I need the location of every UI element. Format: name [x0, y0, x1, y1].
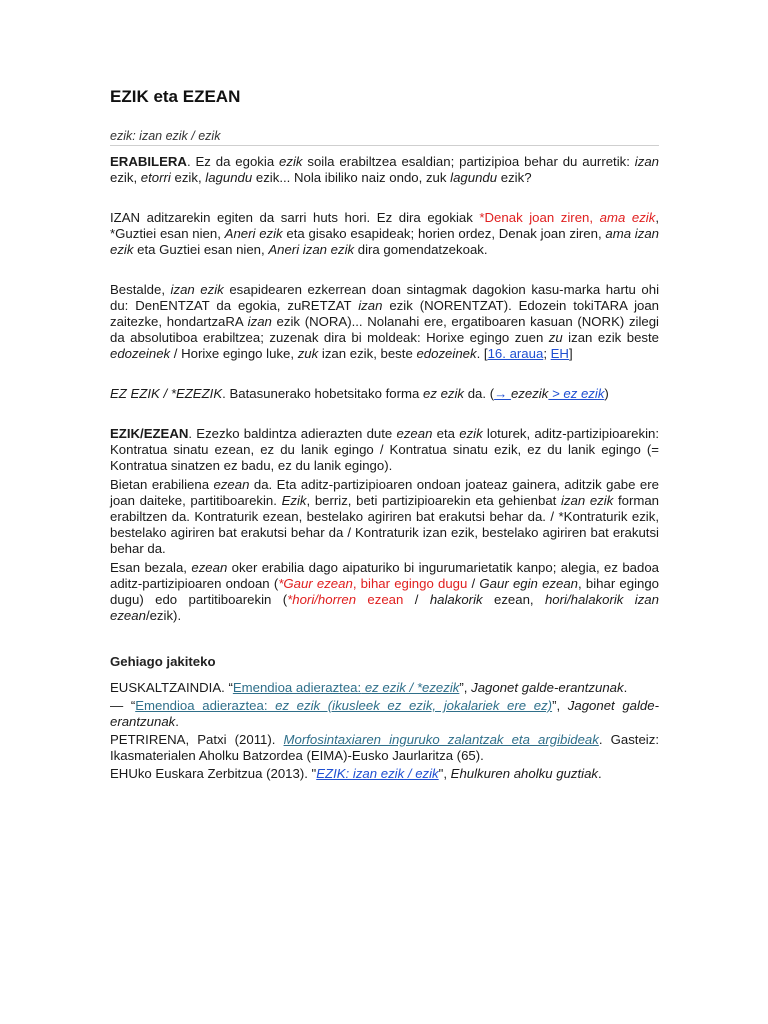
text-run: . [	[476, 346, 488, 361]
example-term: halakorik	[429, 592, 483, 607]
example-term: etorri	[140, 170, 171, 185]
example-term: ez ezik	[422, 386, 465, 401]
example-term: Ehulkuren aholku guztiak	[450, 766, 599, 781]
reference-link[interactable]: EZIK: izan ezik / ezik	[316, 766, 439, 781]
text-run: da. (	[464, 386, 495, 401]
example-term: Jagonet galde-erantzunak	[110, 698, 659, 729]
incorrect-example: *Denak joan ziren,	[479, 210, 600, 225]
text-run: PETRIRENA, Patxi (2011).	[110, 732, 284, 747]
paragraph-bestalde	[110, 282, 659, 362]
reference-link[interactable]	[233, 680, 460, 695]
example-term: izan ezik	[560, 493, 614, 508]
reference-link[interactable]: Morfosintaxiaren inguruko zalantzak eta argibideak	[283, 732, 599, 747]
text-run: ;	[543, 346, 551, 361]
text-run: dira gomendatzekoak.	[354, 242, 488, 257]
paragraph-erabilera	[110, 154, 659, 186]
example-term: ezean	[191, 560, 228, 575]
example-term: edozeinek	[110, 346, 171, 361]
link-text: ez ezik / *ezezik	[361, 680, 460, 695]
text-run: EHUko Euskara Zerbitzua (2013). "	[110, 766, 317, 781]
text-run: ezik,	[170, 170, 206, 185]
incorrect-example: ezean	[356, 592, 404, 607]
link-16-araua[interactable]: 16. araua	[487, 346, 544, 361]
text-run: .	[175, 714, 179, 729]
link-text: Emendioa adieraztea:	[135, 698, 268, 713]
reference-4	[110, 766, 659, 782]
paragraph-ezik-ezean	[110, 426, 659, 474]
example-term: ama izan ezik	[110, 226, 659, 257]
text-run: , bihar egingo dugu) edo partitiboarekin (	[110, 576, 660, 607]
paragraph-esan-bezala	[110, 560, 659, 624]
example-term: hori/halakorik izan ezean	[110, 592, 659, 623]
example-term: izan	[634, 154, 659, 169]
text-run: /	[467, 576, 480, 591]
link-text: ez ezik (ikusleek ez ezik, jokalariek ere ez)	[267, 698, 553, 713]
text-run: )	[604, 386, 609, 401]
text-run: ezean,	[482, 592, 545, 607]
text-run: , *Guztiei esan nien,	[110, 210, 659, 241]
link-text: Emendioa adieraztea:	[232, 680, 362, 695]
section-heading-more: Gehiago jakiteko	[110, 654, 216, 669]
paragraph-bietan	[110, 477, 659, 557]
document-page	[110, 86, 659, 784]
example-term: ezik	[459, 426, 483, 441]
text-run: Esan bezala,	[110, 560, 192, 575]
text-run: eta Guztiei esan nien,	[133, 242, 269, 257]
example-term: Gaur egin ezean	[479, 576, 579, 591]
text-run: ezik... Nola ibiliko naiz ondo, zuk	[252, 170, 451, 185]
link-ez-ezik[interactable]: > ez ezik	[548, 386, 605, 401]
text-run: forman erabiltzen da. Kontraturik ezean, bestelako agiriren bat erakutsi behar da. / *Kontraturik ezik, bestelako agiriren bat erakutsi behar da / Kontraturik izan ezik, bestelako agiriren bat erakutsi behar da.	[110, 493, 659, 556]
reference-1	[110, 680, 659, 696]
example-term: Aneri izan ezik	[268, 242, 355, 257]
link-eh[interactable]: EH	[550, 346, 569, 361]
example-term: lagundu	[450, 170, 498, 185]
text-run: / Horixe egingo luke,	[170, 346, 298, 361]
paragraph-ez-ezik	[110, 386, 659, 402]
incorrect-example: *hori/horren	[287, 592, 357, 607]
text-run: IZAN aditzarekin egiten da sarri huts hori. Ez dira egokiak	[110, 210, 480, 225]
example-term: Jagonet galde-erantzunak	[471, 680, 624, 695]
example-term: ezezik	[510, 386, 549, 401]
text-run: eta	[432, 426, 460, 441]
text-run: ]	[568, 346, 573, 361]
text-run: soila erabiltzea esaldian; partizipioa behar du aurretik:	[302, 154, 635, 169]
example-term: ezik	[279, 154, 303, 169]
example-term: zu	[548, 330, 563, 345]
lead-term: EZ EZIK / *EZEZIK	[110, 386, 223, 401]
example-term: izan	[247, 314, 272, 329]
text-run: . Batasunerako hobetsitako forma	[222, 386, 423, 401]
incorrect-example: *Gaur ezean	[278, 576, 353, 591]
example-term: lagundu	[205, 170, 253, 185]
text-run: izan ezik beste	[562, 330, 659, 345]
page-subtitle: ezik: izan ezik / ezik	[110, 128, 659, 146]
text-run: loturek, aditz-partizipioarekin: Kontratua sinatu ezean, ez du lanik egingo / Kontratua sinatu ezik, ez du lanik egingo (= Kontratua sinatzen ez badu, ez du lanik egingo).	[110, 426, 659, 473]
incorrect-example: , bihar egingo dugu	[352, 576, 468, 591]
text-run: .	[623, 680, 628, 695]
text-run: ”,	[459, 680, 472, 695]
reference-link[interactable]	[135, 698, 552, 713]
example-term: Aneri ezik	[224, 226, 283, 241]
text-run: ezik?	[497, 170, 532, 185]
text-run: oker erabilia dago aipaturiko bi ingurumarietatik kanpo; alegia, ez badoa aditz-partizipioaren ondoan (	[110, 560, 659, 591]
arrow-link[interactable]: →	[494, 386, 511, 401]
paragraph-izan	[110, 210, 659, 258]
example-term: izan	[358, 298, 383, 313]
reference-2	[110, 698, 659, 730]
text-run: ezik (NORA)... Nolanahi ere, ergatiboaren kasuan (NORK) zilegi da absolutiboa erabiltzea; zuzenak dira bi moldeak: Horixe egingo zuen	[110, 314, 659, 345]
reference-3	[110, 732, 659, 764]
example-term: ezean	[396, 426, 433, 441]
text-run: /	[403, 592, 430, 607]
text-run: izan ezik, beste	[318, 346, 417, 361]
example-term: zuk	[297, 346, 319, 361]
example-term: ezean	[213, 477, 250, 492]
example-term: edozeinek	[416, 346, 477, 361]
text-run: /ezik).	[145, 608, 182, 623]
text-run: — “	[110, 698, 136, 713]
text-run: ezik (NORENTZAT). Edozein tokiTARA joan zaitezke, hondartzaRA	[110, 298, 660, 329]
text-run: ”,	[552, 698, 568, 713]
text-run: . Ezezko baldintza adierazten dute	[188, 426, 397, 441]
text-run: eta gisako esapideak; horien ordez, Denak joan ziren,	[282, 226, 606, 241]
text-run: Bietan erabiliena	[110, 477, 214, 492]
text-run: esapidearen ezkerrean doan sintagmak dagokion kasu-marka hartu ohi du: DenENTZAT da egokia, zuRETZAT	[110, 282, 659, 313]
text-run: ",	[438, 766, 451, 781]
text-run: . Ez da egokia	[186, 154, 280, 169]
text-run: , berriz, beti partizipioarekin eta gehienbat	[306, 493, 561, 508]
lead-term: EZIK/EZEAN	[110, 426, 189, 441]
text-run: . Gasteiz: Ikasmaterialen Aholku Batzordea (EIMA)-Eusko Jaurlaritza (65).	[110, 732, 659, 763]
text-run: da. Eta aditz-partizipioaren ondoan joateaz gainera, aditzik gabe ere joan daiteke, partitiboarekin.	[110, 477, 659, 508]
page-title: EZIK eta EZEAN	[110, 87, 241, 106]
lead-term: ERABILERA	[110, 154, 187, 169]
example-term: Ezik	[281, 493, 307, 508]
text-run: ezik,	[110, 170, 141, 185]
example-term: izan ezik	[170, 282, 224, 297]
incorrect-example: ama ezik	[599, 210, 656, 225]
text-run: Bestalde,	[110, 282, 171, 297]
text-run: .	[598, 766, 602, 781]
text-run: EUSKALTZAINDIA. “	[110, 680, 233, 695]
